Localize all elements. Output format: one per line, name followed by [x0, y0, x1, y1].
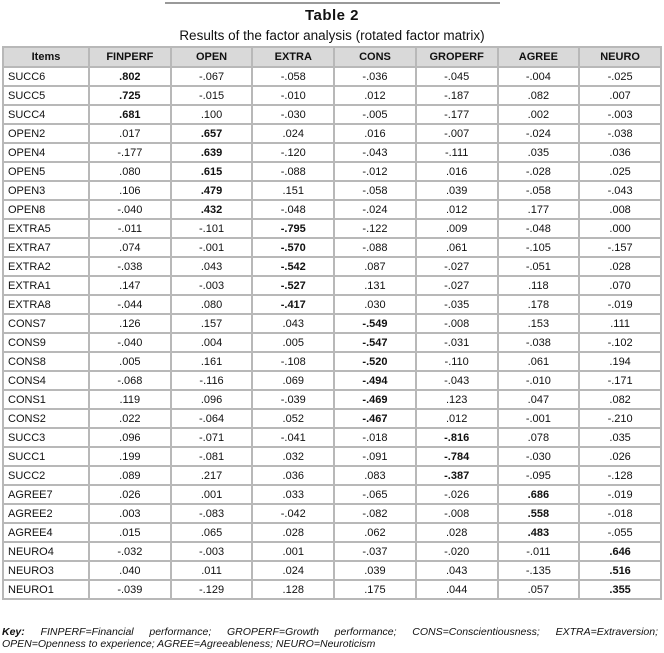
item-cell: EXTRA8 — [3, 295, 89, 314]
loading-cell: -.784 — [416, 447, 498, 466]
loading-cell: .479 — [171, 181, 253, 200]
loading-cell: -.795 — [252, 219, 334, 238]
loading-cell: .082 — [498, 86, 580, 105]
item-cell: EXTRA5 — [3, 219, 89, 238]
loading-cell: -.816 — [416, 428, 498, 447]
table-row — [3, 504, 661, 523]
table-row — [3, 580, 661, 599]
table-row — [3, 333, 661, 352]
loading-cell: -.040 — [89, 333, 171, 352]
loading-cell: .096 — [89, 428, 171, 447]
loading-cell: .043 — [252, 314, 334, 333]
loading-cell: .016 — [334, 124, 416, 143]
loading-cell: .157 — [171, 314, 253, 333]
loading-cell: -.038 — [498, 333, 580, 352]
column-header: EXTRA — [252, 47, 334, 67]
loading-cell: .128 — [252, 580, 334, 599]
loading-cell: .012 — [334, 86, 416, 105]
loading-cell: -.040 — [89, 200, 171, 219]
loading-cell: -.110 — [416, 352, 498, 371]
loading-cell: -.031 — [416, 333, 498, 352]
loading-cell: -.027 — [416, 276, 498, 295]
loading-cell: -.157 — [579, 238, 661, 257]
loading-cell: -.065 — [334, 485, 416, 504]
loading-cell: -.003 — [171, 276, 253, 295]
loading-cell: .178 — [498, 295, 580, 314]
loading-cell: -.044 — [89, 295, 171, 314]
loading-cell: .005 — [89, 352, 171, 371]
loading-cell: -.187 — [416, 86, 498, 105]
loading-cell: .089 — [89, 466, 171, 485]
loading-cell: -.025 — [579, 67, 661, 86]
table-row — [3, 162, 661, 181]
loading-cell: .005 — [252, 333, 334, 352]
loading-cell: .082 — [579, 390, 661, 409]
table-row — [3, 105, 661, 124]
loading-cell: .646 — [579, 542, 661, 561]
loading-cell: .026 — [579, 447, 661, 466]
loading-cell: .004 — [171, 333, 253, 352]
loading-cell: .035 — [579, 428, 661, 447]
item-cell: AGREE7 — [3, 485, 89, 504]
column-header: OPEN — [171, 47, 253, 67]
loading-cell: .022 — [89, 409, 171, 428]
item-cell: SUCC5 — [3, 86, 89, 105]
item-cell: OPEN3 — [3, 181, 89, 200]
column-header: FINPERF — [89, 47, 171, 67]
loading-cell: -.067 — [171, 67, 253, 86]
item-cell: CONS7 — [3, 314, 89, 333]
loading-cell: -.101 — [171, 219, 253, 238]
table-row — [3, 276, 661, 295]
loading-cell: .024 — [252, 124, 334, 143]
loading-cell: .151 — [252, 181, 334, 200]
loading-cell: -.095 — [498, 466, 580, 485]
loading-cell: -.068 — [89, 371, 171, 390]
loading-cell: -.055 — [579, 523, 661, 542]
loading-cell: .194 — [579, 352, 661, 371]
loading-cell: .039 — [416, 181, 498, 200]
loading-cell: .017 — [89, 124, 171, 143]
column-header: AGREE — [498, 47, 580, 67]
table-row — [3, 523, 661, 542]
loading-cell: .199 — [89, 447, 171, 466]
loading-cell: -.091 — [334, 447, 416, 466]
loading-cell: -.003 — [579, 105, 661, 124]
loading-cell: -.010 — [498, 371, 580, 390]
table-row — [3, 390, 661, 409]
loading-cell: .065 — [171, 523, 253, 542]
loading-cell: -.019 — [579, 295, 661, 314]
loading-cell: -.210 — [579, 409, 661, 428]
loading-cell: .039 — [334, 561, 416, 580]
column-header: GROPERF — [416, 47, 498, 67]
item-cell: SUCC1 — [3, 447, 89, 466]
loading-cell: -.071 — [171, 428, 253, 447]
loading-cell: -.082 — [334, 504, 416, 523]
loading-cell: -.469 — [334, 390, 416, 409]
loading-cell: .061 — [416, 238, 498, 257]
loading-cell: .009 — [416, 219, 498, 238]
loading-cell: -.064 — [171, 409, 253, 428]
loading-cell: .639 — [171, 143, 253, 162]
factor-matrix-table — [2, 46, 662, 600]
loading-cell: .025 — [579, 162, 661, 181]
loading-cell: -.494 — [334, 371, 416, 390]
loading-cell: -.120 — [252, 143, 334, 162]
loading-cell: -.015 — [171, 86, 253, 105]
item-cell: OPEN2 — [3, 124, 89, 143]
item-cell: NEURO3 — [3, 561, 89, 580]
loading-cell: -.024 — [334, 200, 416, 219]
loading-cell: .028 — [579, 257, 661, 276]
loading-cell: .015 — [89, 523, 171, 542]
loading-cell: .061 — [498, 352, 580, 371]
loading-cell: .119 — [89, 390, 171, 409]
item-cell: NEURO4 — [3, 542, 89, 561]
loading-cell: -.001 — [171, 238, 253, 257]
loading-cell: -.105 — [498, 238, 580, 257]
table-key — [2, 626, 658, 650]
loading-cell: -.030 — [498, 447, 580, 466]
loading-cell: -.037 — [334, 542, 416, 561]
loading-cell: .047 — [498, 390, 580, 409]
table-row — [3, 219, 661, 238]
loading-cell: -.051 — [498, 257, 580, 276]
table-row — [3, 561, 661, 580]
loading-cell: -.005 — [334, 105, 416, 124]
loading-cell: -.035 — [416, 295, 498, 314]
loading-cell: -.177 — [416, 105, 498, 124]
loading-cell: -.088 — [334, 238, 416, 257]
item-cell: EXTRA2 — [3, 257, 89, 276]
loading-cell: .126 — [89, 314, 171, 333]
loading-cell: .032 — [252, 447, 334, 466]
loading-cell: .096 — [171, 390, 253, 409]
key-label: Key: — [2, 626, 25, 638]
loading-cell: .002 — [498, 105, 580, 124]
loading-cell: -.083 — [171, 504, 253, 523]
loading-cell: -.008 — [416, 504, 498, 523]
loading-cell: -.011 — [498, 542, 580, 561]
loading-cell: -.038 — [89, 257, 171, 276]
loading-cell: .057 — [498, 580, 580, 599]
loading-cell: -.171 — [579, 371, 661, 390]
item-cell: OPEN5 — [3, 162, 89, 181]
item-cell: CONS9 — [3, 333, 89, 352]
loading-cell: .044 — [416, 580, 498, 599]
loading-cell: -.527 — [252, 276, 334, 295]
loading-cell: .012 — [416, 409, 498, 428]
loading-cell: .016 — [416, 162, 498, 181]
loading-cell: .161 — [171, 352, 253, 371]
loading-cell: .026 — [89, 485, 171, 504]
loading-cell: .432 — [171, 200, 253, 219]
loading-cell: -.042 — [252, 504, 334, 523]
loading-cell: -.007 — [416, 124, 498, 143]
loading-cell: .100 — [171, 105, 253, 124]
loading-cell: .007 — [579, 86, 661, 105]
loading-cell: -.122 — [334, 219, 416, 238]
loading-cell: -.081 — [171, 447, 253, 466]
column-header: CONS — [334, 47, 416, 67]
table-row — [3, 238, 661, 257]
loading-cell: -.012 — [334, 162, 416, 181]
loading-cell: -.010 — [252, 86, 334, 105]
loading-cell: -.048 — [498, 219, 580, 238]
loading-cell: -.088 — [252, 162, 334, 181]
loading-cell: .153 — [498, 314, 580, 333]
item-cell: SUCC4 — [3, 105, 89, 124]
item-cell: OPEN8 — [3, 200, 89, 219]
loading-cell: -.019 — [579, 485, 661, 504]
loading-cell: .725 — [89, 86, 171, 105]
loading-cell: .035 — [498, 143, 580, 162]
loading-cell: -.111 — [416, 143, 498, 162]
loading-cell: .147 — [89, 276, 171, 295]
table-row — [3, 86, 661, 105]
loading-cell: .028 — [252, 523, 334, 542]
loading-cell: .080 — [171, 295, 253, 314]
loading-cell: .657 — [171, 124, 253, 143]
loading-cell: -.039 — [252, 390, 334, 409]
item-cell: AGREE4 — [3, 523, 89, 542]
loading-cell: -.520 — [334, 352, 416, 371]
table-row — [3, 200, 661, 219]
table-row — [3, 181, 661, 200]
loading-cell: .615 — [171, 162, 253, 181]
table-row — [3, 428, 661, 447]
loading-cell: -.045 — [416, 67, 498, 86]
loading-cell: .123 — [416, 390, 498, 409]
table-row — [3, 143, 661, 162]
loading-cell: -.028 — [498, 162, 580, 181]
item-cell: SUCC3 — [3, 428, 89, 447]
column-header: NEURO — [579, 47, 661, 67]
loading-cell: .558 — [498, 504, 580, 523]
loading-cell: -.108 — [252, 352, 334, 371]
item-cell: OPEN4 — [3, 143, 89, 162]
header-row — [3, 47, 661, 67]
table-row — [3, 257, 661, 276]
loading-cell: .483 — [498, 523, 580, 542]
loading-cell: -.003 — [171, 542, 253, 561]
loading-cell: .217 — [171, 466, 253, 485]
loading-cell: -.135 — [498, 561, 580, 580]
loading-cell: -.129 — [171, 580, 253, 599]
loading-cell: -.043 — [579, 181, 661, 200]
loading-cell: -.417 — [252, 295, 334, 314]
loading-cell: -.018 — [334, 428, 416, 447]
table-row — [3, 314, 661, 333]
loading-cell: .177 — [498, 200, 580, 219]
loading-cell: -.177 — [89, 143, 171, 162]
top-rule — [165, 2, 500, 4]
loading-cell: -.032 — [89, 542, 171, 561]
loading-cell: -.116 — [171, 371, 253, 390]
item-cell: CONS2 — [3, 409, 89, 428]
loading-cell: .001 — [252, 542, 334, 561]
loading-cell: .011 — [171, 561, 253, 580]
loading-cell: .681 — [89, 105, 171, 124]
loading-cell: -.018 — [579, 504, 661, 523]
loading-cell: .008 — [579, 200, 661, 219]
loading-cell: .070 — [579, 276, 661, 295]
table-row — [3, 295, 661, 314]
loading-cell: -.128 — [579, 466, 661, 485]
loading-cell: .043 — [171, 257, 253, 276]
loading-cell: .111 — [579, 314, 661, 333]
table-row — [3, 542, 661, 561]
table-row — [3, 352, 661, 371]
loading-cell: -.026 — [416, 485, 498, 504]
key-text: FINPERF=Financial performance; GROPERF=Growth performance; CONS=Conscientiousness; EXTRA=Extraversion; OPEN=Openness to experience; AGREE=Agreeableness; NEURO=Neuroticism — [2, 626, 658, 650]
loading-cell: .087 — [334, 257, 416, 276]
loading-cell: -.008 — [416, 314, 498, 333]
loading-cell: -.549 — [334, 314, 416, 333]
loading-cell: .686 — [498, 485, 580, 504]
item-cell: EXTRA1 — [3, 276, 89, 295]
table-row — [3, 409, 661, 428]
loading-cell: -.547 — [334, 333, 416, 352]
loading-cell: -.102 — [579, 333, 661, 352]
item-cell: EXTRA7 — [3, 238, 89, 257]
loading-cell: .355 — [579, 580, 661, 599]
loading-cell: -.043 — [334, 143, 416, 162]
loading-cell: .003 — [89, 504, 171, 523]
loading-cell: .069 — [252, 371, 334, 390]
loading-cell: .030 — [334, 295, 416, 314]
loading-cell: -.020 — [416, 542, 498, 561]
loading-cell: .074 — [89, 238, 171, 257]
item-cell: CONS8 — [3, 352, 89, 371]
table-row — [3, 485, 661, 504]
item-cell: SUCC2 — [3, 466, 89, 485]
loading-cell: .033 — [252, 485, 334, 504]
loading-cell: .516 — [579, 561, 661, 580]
loading-cell: .043 — [416, 561, 498, 580]
loading-cell: .024 — [252, 561, 334, 580]
loading-cell: .052 — [252, 409, 334, 428]
loading-cell: .080 — [89, 162, 171, 181]
table-row — [3, 447, 661, 466]
loading-cell: -.058 — [498, 181, 580, 200]
item-cell: CONS1 — [3, 390, 89, 409]
loading-cell: -.048 — [252, 200, 334, 219]
loading-cell: -.027 — [416, 257, 498, 276]
loading-cell: -.039 — [89, 580, 171, 599]
table-row — [3, 124, 661, 143]
table-row — [3, 466, 661, 485]
loading-cell: .078 — [498, 428, 580, 447]
loading-cell: .131 — [334, 276, 416, 295]
loading-cell: .118 — [498, 276, 580, 295]
table-subtitle: Results of the factor analysis (rotated factor matrix) — [179, 28, 485, 43]
loading-cell: -.467 — [334, 409, 416, 428]
loading-cell: .036 — [579, 143, 661, 162]
table-row — [3, 371, 661, 390]
loading-cell: -.058 — [252, 67, 334, 86]
loading-cell: -.570 — [252, 238, 334, 257]
loading-cell: .175 — [334, 580, 416, 599]
loading-cell: -.038 — [579, 124, 661, 143]
loading-cell: .036 — [252, 466, 334, 485]
table-row — [3, 67, 661, 86]
item-cell: CONS4 — [3, 371, 89, 390]
loading-cell: .028 — [416, 523, 498, 542]
loading-cell: -.387 — [416, 466, 498, 485]
loading-cell: -.004 — [498, 67, 580, 86]
loading-cell: .001 — [171, 485, 253, 504]
loading-cell: -.043 — [416, 371, 498, 390]
loading-cell: -.030 — [252, 105, 334, 124]
loading-cell: .012 — [416, 200, 498, 219]
loading-cell: .000 — [579, 219, 661, 238]
item-cell: NEURO1 — [3, 580, 89, 599]
loading-cell: .062 — [334, 523, 416, 542]
table-title: Table 2 — [304, 7, 360, 24]
column-header: Items — [3, 47, 89, 67]
loading-cell: -.011 — [89, 219, 171, 238]
loading-cell: -.024 — [498, 124, 580, 143]
loading-cell: .802 — [89, 67, 171, 86]
loading-cell: -.036 — [334, 67, 416, 86]
loading-cell: .083 — [334, 466, 416, 485]
item-cell: SUCC6 — [3, 67, 89, 86]
loading-cell: .106 — [89, 181, 171, 200]
loading-cell: -.542 — [252, 257, 334, 276]
loading-cell: -.001 — [498, 409, 580, 428]
loading-cell: -.041 — [252, 428, 334, 447]
loading-cell: .040 — [89, 561, 171, 580]
loading-cell: -.058 — [334, 181, 416, 200]
item-cell: AGREE2 — [3, 504, 89, 523]
